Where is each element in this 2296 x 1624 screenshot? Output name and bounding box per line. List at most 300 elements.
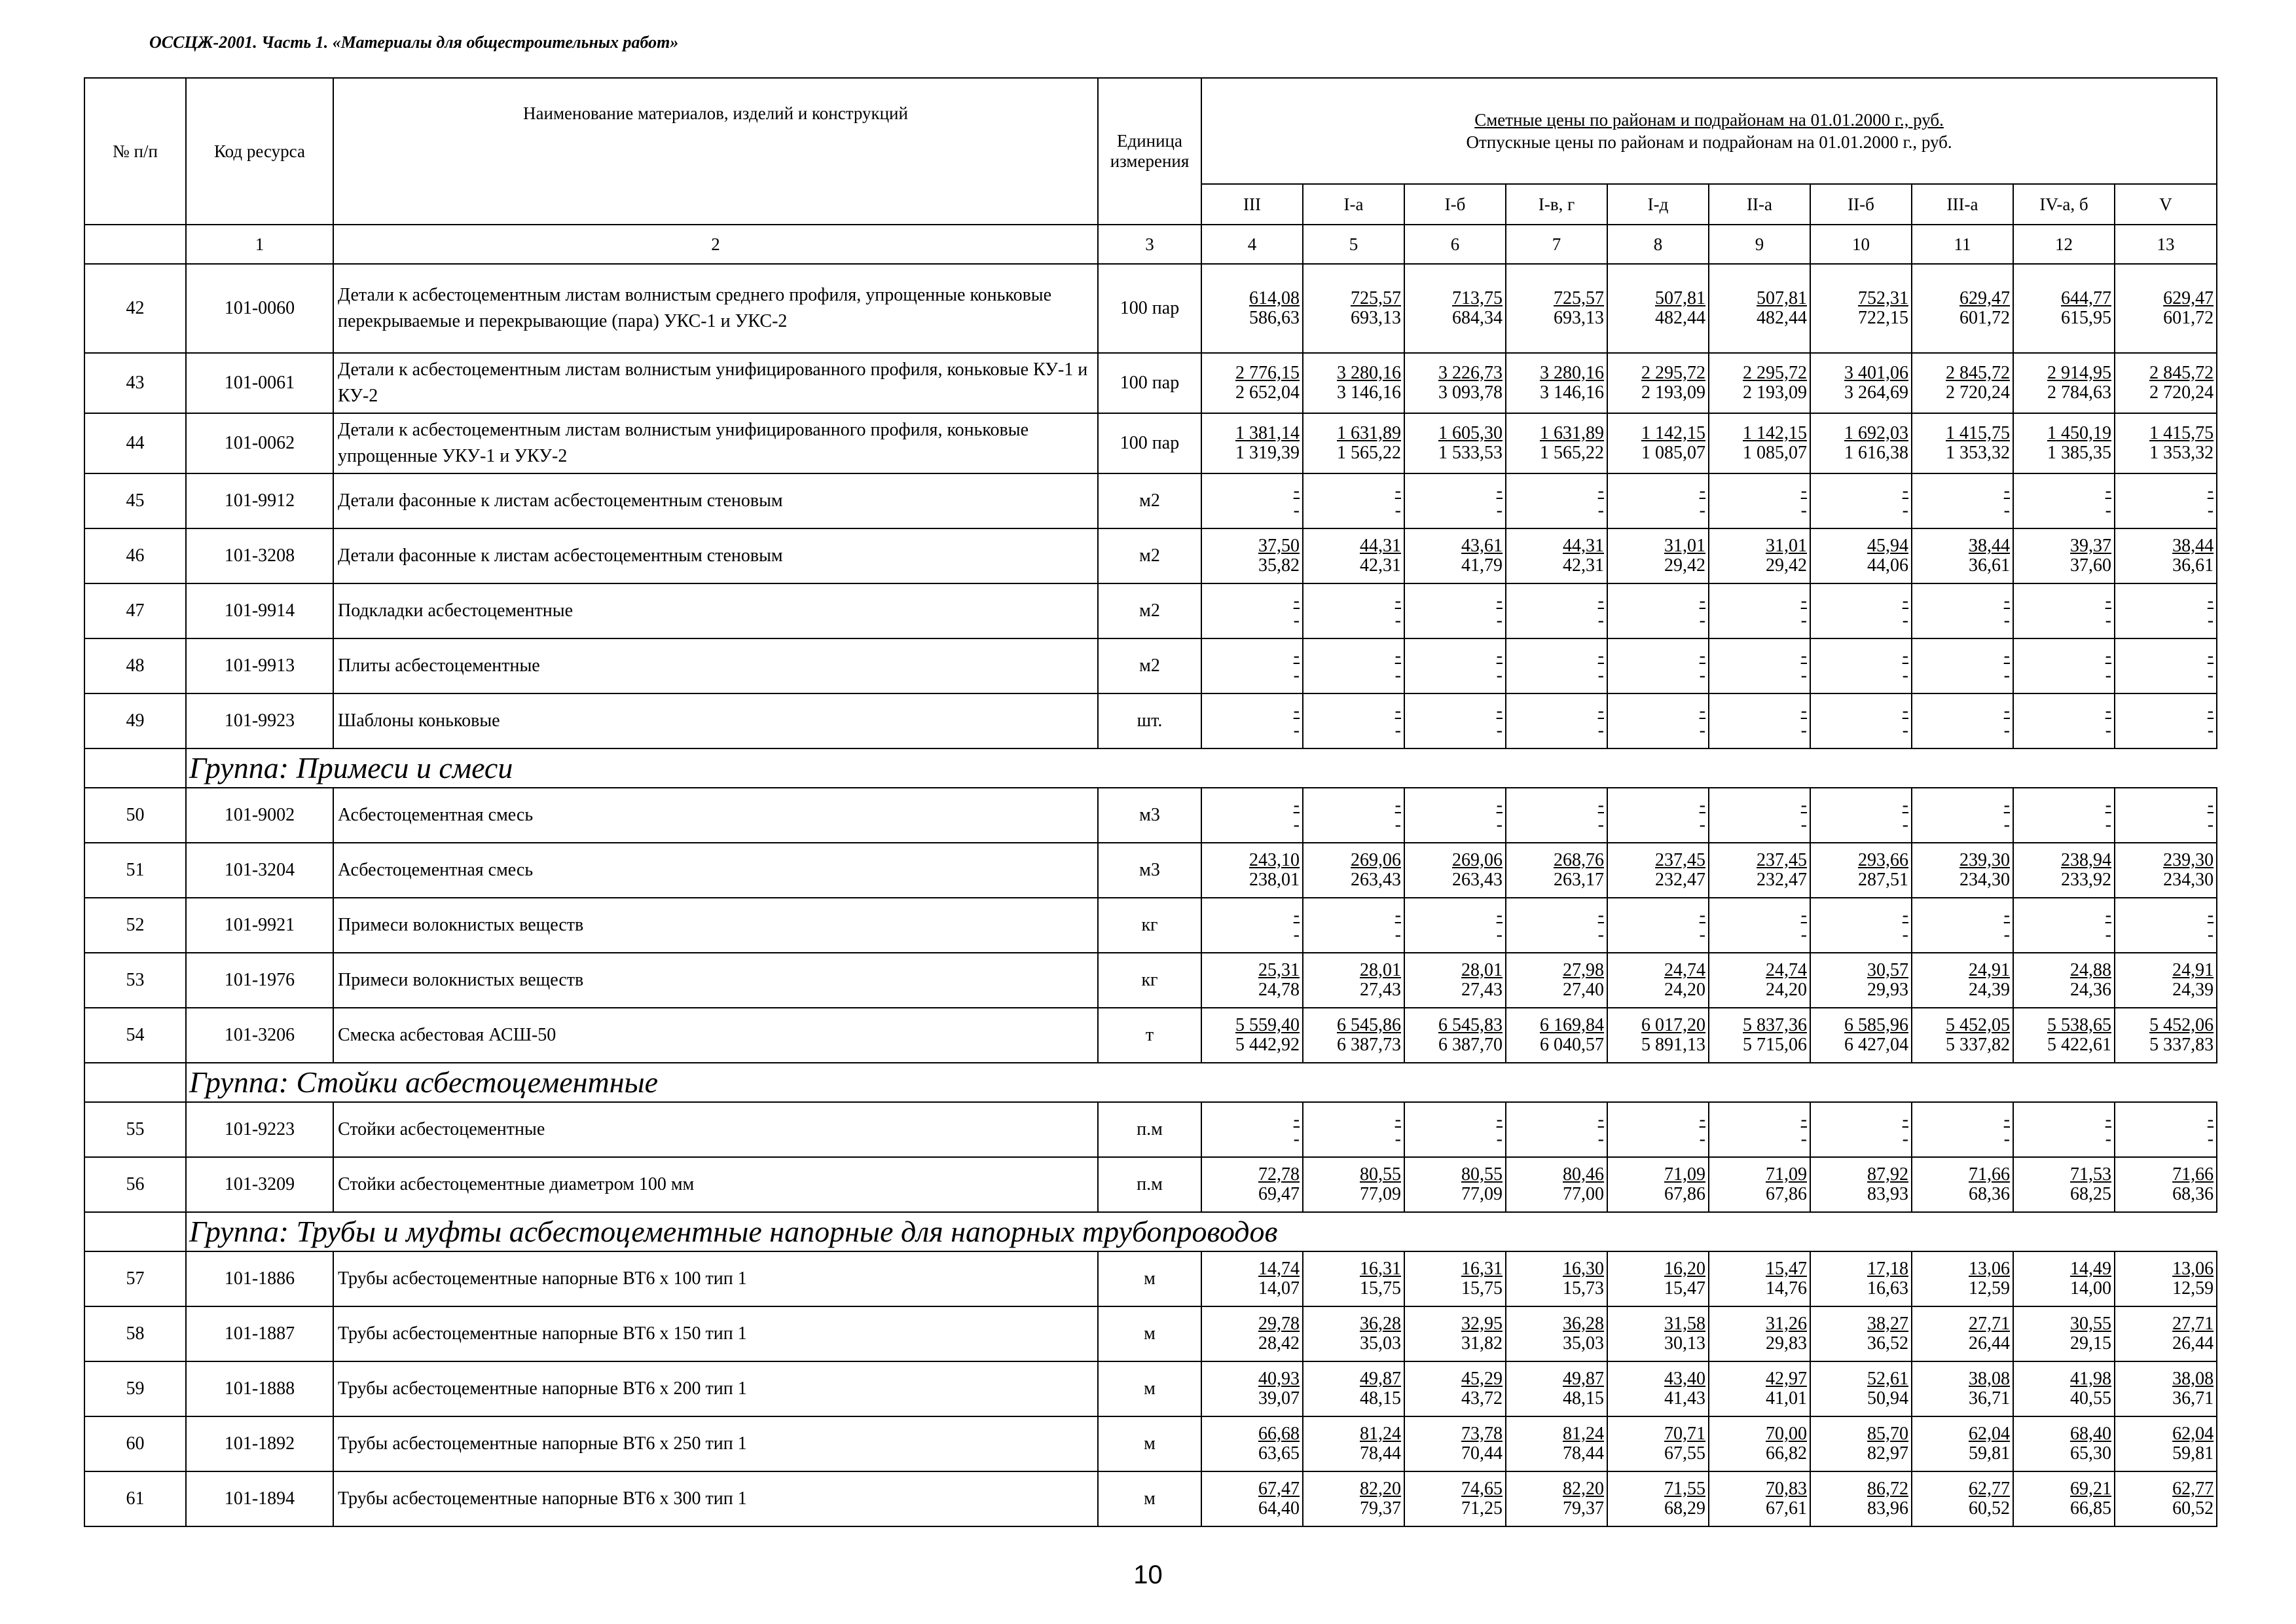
estimate-price: - — [1699, 795, 1705, 815]
price-cell — [2013, 1251, 2115, 1306]
price-cell — [1912, 1251, 2013, 1306]
price-cell — [2115, 583, 2217, 638]
price-cell — [1709, 788, 1810, 843]
price-cell — [1912, 473, 2013, 528]
price-cell — [1506, 1102, 1607, 1157]
estimate-price: - — [2207, 701, 2214, 721]
price-cell — [2115, 693, 2217, 748]
release-price: - — [2003, 815, 2010, 835]
price-cell — [2115, 898, 2217, 953]
price-cell — [1404, 264, 1506, 353]
estimate-price: 44,31 — [1360, 536, 1401, 556]
estimate-price: 30,55 — [2070, 1314, 2111, 1334]
price-cell — [2013, 898, 2115, 953]
price-cell — [2013, 473, 2115, 528]
estimate-price: - — [1800, 795, 1807, 815]
release-price: 1 085,07 — [1641, 443, 1705, 463]
release-price: - — [1597, 925, 1604, 945]
price-cell — [2115, 413, 2217, 473]
price-cell — [1810, 843, 1912, 898]
unit-of-measure: 100 пар — [1098, 353, 1201, 413]
price-cell — [2013, 264, 2115, 353]
release-price: - — [1394, 610, 1401, 631]
release-price: 29,83 — [1766, 1333, 1807, 1354]
price-cell — [1810, 788, 1912, 843]
release-price: 2 720,24 — [1946, 382, 2010, 403]
estimate-price: - — [1394, 646, 1401, 666]
price-cell — [1404, 1008, 1506, 1063]
release-price: 83,96 — [1867, 1498, 1908, 1519]
price-cell — [1810, 1102, 1912, 1157]
release-price: - — [1293, 610, 1300, 631]
estimate-price: 6 169,84 — [1540, 1015, 1604, 1035]
material-name: Стойки асбестоцементные диаметром 100 мм — [333, 1157, 1098, 1212]
price-cell — [1506, 693, 1607, 748]
estimate-price: - — [1394, 591, 1401, 611]
estimate-price: 2 776,15 — [1235, 363, 1300, 383]
release-price: 26,44 — [2172, 1333, 2214, 1354]
release-price: 16,63 — [1867, 1278, 1908, 1299]
estimate-price: 31,01 — [1664, 536, 1705, 556]
release-price: 31,82 — [1461, 1333, 1503, 1354]
price-cell — [2115, 953, 2217, 1008]
price-cell — [1607, 1102, 1709, 1157]
estimate-price: 13,06 — [2172, 1259, 2214, 1279]
material-name: Трубы асбестоцементные напорные ВТ6 х 150 тип 1 — [333, 1306, 1098, 1361]
price-cell — [2115, 1157, 2217, 1212]
price-cell — [1607, 1471, 1709, 1526]
price-cell — [1303, 353, 1404, 413]
price-cell — [2013, 1361, 2115, 1416]
price-cell — [2115, 264, 2217, 353]
release-price: - — [1293, 500, 1300, 521]
price-cell — [1810, 473, 1912, 528]
price-cell — [1506, 1361, 1607, 1416]
price-cell — [1607, 1008, 1709, 1063]
estimate-price: 85,70 — [1867, 1424, 1908, 1444]
price-cell — [1506, 953, 1607, 1008]
release-price: 70,44 — [1461, 1443, 1503, 1464]
estimate-price: - — [1394, 701, 1401, 721]
price-cell — [1404, 638, 1506, 693]
release-price: - — [1699, 500, 1705, 521]
table-row — [84, 953, 2217, 1008]
estimate-price: 80,55 — [1461, 1164, 1503, 1185]
release-price: - — [1293, 815, 1300, 835]
price-cell — [1810, 693, 1912, 748]
table-row — [84, 1416, 2217, 1471]
estimate-price: - — [1902, 646, 1908, 666]
price-cell — [1201, 528, 1303, 583]
release-price: 78,44 — [1563, 1443, 1604, 1464]
estimate-price: 68,40 — [2070, 1424, 2111, 1444]
price-cell — [1709, 1251, 1810, 1306]
estimate-price: - — [2105, 1109, 2111, 1130]
region-header: I-в, г — [1506, 184, 1607, 225]
release-price: - — [2003, 610, 2010, 631]
estimate-price: 752,31 — [1858, 288, 1908, 308]
estimate-price: 24,91 — [1969, 960, 2010, 980]
estimate-price: 81,24 — [1360, 1424, 1401, 1444]
price-cell — [2013, 583, 2115, 638]
table-row — [84, 1157, 2217, 1212]
release-price: 6 040,57 — [1540, 1035, 1604, 1055]
price-table — [84, 77, 2217, 1527]
table-row — [84, 638, 2217, 693]
estimate-price: 5 559,40 — [1235, 1015, 1300, 1035]
price-cell — [1810, 1157, 1912, 1212]
estimate-price: 69,21 — [2070, 1479, 2111, 1499]
price-cell — [1201, 353, 1303, 413]
release-price: 69,47 — [1258, 1184, 1300, 1204]
price-cell — [1709, 583, 1810, 638]
column-number: 1 — [186, 225, 333, 264]
price-cell — [1810, 528, 1912, 583]
price-cell — [1404, 353, 1506, 413]
price-cell — [1201, 898, 1303, 953]
material-name: Детали фасонные к листам асбестоцементным стеновым — [333, 473, 1098, 528]
unit-of-measure: м — [1098, 1306, 1201, 1361]
estimate-price: - — [2105, 701, 2111, 721]
price-cell — [1506, 1416, 1607, 1471]
estimate-price: - — [2003, 1109, 2010, 1130]
col-header-name: Наименование материалов, изделий и конструкций — [333, 78, 1098, 225]
estimate-price: - — [2105, 591, 2111, 611]
unit-of-measure: м — [1098, 1416, 1201, 1471]
price-cell — [1607, 638, 1709, 693]
price-cell — [1709, 638, 1810, 693]
column-number: 3 — [1098, 225, 1201, 264]
price-cell — [1709, 528, 1810, 583]
price-cell — [2115, 1416, 2217, 1471]
price-cell — [1201, 1102, 1303, 1157]
release-price: 36,61 — [1969, 555, 2010, 576]
estimate-price: 1 415,75 — [1946, 423, 2010, 443]
release-price: - — [1496, 1129, 1503, 1149]
release-price: - — [1293, 1129, 1300, 1149]
row-number: 58 — [84, 1306, 186, 1361]
release-price: 24,78 — [1258, 980, 1300, 1000]
group-row — [84, 748, 2217, 788]
release-price: 67,55 — [1664, 1443, 1705, 1464]
release-price: - — [1800, 815, 1807, 835]
price-cell — [1506, 264, 1607, 353]
estimate-price: - — [1496, 905, 1503, 925]
price-cell — [1912, 693, 2013, 748]
price-cell — [1506, 353, 1607, 413]
table-row — [84, 693, 2217, 748]
estimate-price: - — [2003, 591, 2010, 611]
estimate-price: 80,46 — [1563, 1164, 1604, 1185]
release-price: 60,52 — [2172, 1498, 2214, 1519]
price-cell — [2115, 638, 2217, 693]
release-price: 29,42 — [1664, 555, 1705, 576]
price-cell — [1912, 528, 2013, 583]
release-price: 67,86 — [1664, 1184, 1705, 1204]
estimate-price: 629,47 — [2163, 288, 2214, 308]
estimate-price: 1 142,15 — [1743, 423, 1807, 443]
estimate-price: - — [1902, 591, 1908, 611]
unit-of-measure: шт. — [1098, 693, 1201, 748]
release-price: 44,06 — [1867, 555, 1908, 576]
estimate-price: 1 692,03 — [1844, 423, 1908, 443]
release-price: - — [2105, 925, 2111, 945]
release-price: 36,71 — [1969, 1388, 2010, 1409]
release-price: - — [1597, 815, 1604, 835]
price-cell — [1303, 583, 1404, 638]
unit-of-measure: м3 — [1098, 788, 1201, 843]
release-price: 50,94 — [1867, 1388, 1908, 1409]
release-price: 232,47 — [1757, 870, 1807, 890]
price-cell — [1912, 1157, 2013, 1212]
row-number: 51 — [84, 843, 186, 898]
estimate-price: - — [2003, 701, 2010, 721]
estimate-price: 725,57 — [1554, 288, 1604, 308]
release-price: 482,44 — [1757, 308, 1807, 328]
column-number: 4 — [1201, 225, 1303, 264]
price-cell — [2115, 1102, 2217, 1157]
release-price: - — [2207, 925, 2214, 945]
price-cell — [1303, 264, 1404, 353]
release-price: 2 720,24 — [2149, 382, 2214, 403]
release-price: - — [1699, 665, 1705, 686]
table-row — [84, 788, 2217, 843]
unit-of-measure: м2 — [1098, 583, 1201, 638]
estimate-price: 1 381,14 — [1235, 423, 1300, 443]
estimate-price: 52,61 — [1867, 1369, 1908, 1389]
release-price: 63,65 — [1258, 1443, 1300, 1464]
release-price: 263,43 — [1351, 870, 1401, 890]
release-price: 234,30 — [2163, 870, 2214, 890]
estimate-price: - — [2207, 795, 2214, 815]
estimate-price: 1 605,30 — [1438, 423, 1503, 443]
price-cell — [2013, 1008, 2115, 1063]
price-cell — [1607, 353, 1709, 413]
resource-code: 101-1892 — [186, 1416, 333, 1471]
estimate-price: - — [1293, 795, 1300, 815]
price-cell — [1810, 264, 1912, 353]
price-cell — [2115, 528, 2217, 583]
row-number: 53 — [84, 953, 186, 1008]
price-cell — [1709, 1416, 1810, 1471]
price-cell — [1607, 1251, 1709, 1306]
price-cell — [2115, 843, 2217, 898]
column-number: 13 — [2115, 225, 2217, 264]
release-price: 83,93 — [1867, 1184, 1908, 1204]
unit-of-measure: кг — [1098, 898, 1201, 953]
material-name: Примеси волокнистых веществ — [333, 953, 1098, 1008]
estimate-price: 3 280,16 — [1540, 363, 1604, 383]
price-cell — [1810, 1471, 1912, 1526]
release-price: 1 319,39 — [1235, 443, 1300, 463]
prices-subtitle: Отпускные цены по районам и подрайонам на 01.01.2000 г., руб. — [1466, 132, 1952, 152]
estimate-price: - — [1699, 905, 1705, 925]
price-cell — [2013, 1157, 2115, 1212]
price-cell — [1810, 413, 1912, 473]
estimate-price: 27,98 — [1563, 960, 1604, 980]
region-header: I-б — [1404, 184, 1506, 225]
material-name: Трубы асбестоцементные напорные ВТ6 х 300 тип 1 — [333, 1471, 1098, 1526]
price-cell — [1506, 583, 1607, 638]
release-price: 27,43 — [1461, 980, 1503, 1000]
release-price: - — [1496, 500, 1503, 521]
release-price: - — [1597, 500, 1604, 521]
release-price: 287,51 — [1858, 870, 1908, 890]
price-cell — [1912, 1008, 2013, 1063]
region-header: IV-а, б — [2013, 184, 2115, 225]
estimate-price: - — [1597, 1109, 1604, 1130]
estimate-price: 1 631,89 — [1337, 423, 1401, 443]
price-cell — [1404, 583, 1506, 638]
price-cell — [1912, 583, 2013, 638]
estimate-price: 71,55 — [1664, 1479, 1705, 1499]
release-price: - — [1293, 720, 1300, 741]
estimate-price: - — [2207, 905, 2214, 925]
price-cell — [1607, 953, 1709, 1008]
release-price: - — [1902, 1129, 1908, 1149]
column-number: 12 — [2013, 225, 2115, 264]
price-cell — [1404, 788, 1506, 843]
price-cell — [1607, 1416, 1709, 1471]
release-price: 36,61 — [2172, 555, 2214, 576]
release-price: 263,43 — [1452, 870, 1503, 890]
release-price: 68,36 — [2172, 1184, 2214, 1204]
estimate-price: 2 845,72 — [2149, 363, 2214, 383]
release-price: 59,81 — [1969, 1443, 2010, 1464]
release-price: 238,01 — [1249, 870, 1300, 890]
release-price: 24,36 — [2070, 980, 2111, 1000]
release-price: 24,39 — [2172, 980, 2214, 1000]
estimate-price: 32,95 — [1461, 1314, 1503, 1334]
row-number: 57 — [84, 1251, 186, 1306]
release-price: 15,47 — [1664, 1278, 1705, 1299]
estimate-price: - — [2207, 646, 2214, 666]
release-price: 35,82 — [1258, 555, 1300, 576]
table-row — [84, 1251, 2217, 1306]
price-cell — [1201, 1471, 1303, 1526]
unit-of-measure: м2 — [1098, 638, 1201, 693]
estimate-price: 16,20 — [1664, 1259, 1705, 1279]
estimate-price: 725,57 — [1351, 288, 1401, 308]
release-price: 29,93 — [1867, 980, 1908, 1000]
estimate-price: - — [2207, 481, 2214, 501]
price-cell — [1709, 1102, 1810, 1157]
release-price: 66,82 — [1766, 1443, 1807, 1464]
group-blank-cell — [84, 1063, 186, 1102]
price-cell — [1303, 1416, 1404, 1471]
price-cell — [1607, 1306, 1709, 1361]
resource-code: 101-0060 — [186, 264, 333, 353]
estimate-price: 1 142,15 — [1641, 423, 1705, 443]
release-price: 36,52 — [1867, 1333, 1908, 1354]
table-row — [84, 583, 2217, 638]
price-cell — [1810, 1251, 1912, 1306]
price-cell — [1607, 583, 1709, 638]
release-price: 29,42 — [1766, 555, 1807, 576]
resource-code: 101-9914 — [186, 583, 333, 638]
release-price: 41,43 — [1664, 1388, 1705, 1409]
estimate-price: 2 914,95 — [2047, 363, 2111, 383]
release-price: 1 385,35 — [2047, 443, 2111, 463]
price-cell — [2013, 1306, 2115, 1361]
estimate-price: 27,71 — [2172, 1314, 2214, 1334]
price-cell — [1912, 1306, 2013, 1361]
release-price: 41,01 — [1766, 1388, 1807, 1409]
price-cell — [1404, 413, 1506, 473]
estimate-price: 80,55 — [1360, 1164, 1401, 1185]
release-price: 1 085,07 — [1743, 443, 1807, 463]
resource-code: 101-9223 — [186, 1102, 333, 1157]
col-header-prices — [1201, 78, 2217, 184]
release-price: 68,36 — [1969, 1184, 2010, 1204]
price-cell — [1810, 583, 1912, 638]
price-cell — [1607, 788, 1709, 843]
price-cell — [1709, 1157, 1810, 1212]
price-cell — [1404, 843, 1506, 898]
release-price: - — [1293, 665, 1300, 686]
table-row — [84, 1361, 2217, 1416]
row-number: 56 — [84, 1157, 186, 1212]
price-cell — [1201, 473, 1303, 528]
release-price: 14,00 — [2070, 1278, 2111, 1299]
price-cell — [1404, 1416, 1506, 1471]
price-cell — [1709, 473, 1810, 528]
price-cell — [1810, 898, 1912, 953]
price-cell — [1709, 843, 1810, 898]
release-price: 35,03 — [1360, 1333, 1401, 1354]
release-price: 43,72 — [1461, 1388, 1503, 1409]
release-price: 67,86 — [1766, 1184, 1807, 1204]
unit-of-measure: м — [1098, 1251, 1201, 1306]
release-price: 35,03 — [1563, 1333, 1604, 1354]
group-title: Группа: Примеси и смеси — [186, 748, 2217, 788]
row-number: 55 — [84, 1102, 186, 1157]
price-cell — [1404, 1306, 1506, 1361]
release-price: 71,25 — [1461, 1498, 1503, 1519]
price-cell — [1201, 1361, 1303, 1416]
release-price: - — [1597, 720, 1604, 741]
estimate-price: - — [1699, 481, 1705, 501]
estimate-price: 28,01 — [1360, 960, 1401, 980]
column-number: 7 — [1506, 225, 1607, 264]
estimate-price: - — [1699, 1109, 1705, 1130]
estimate-price: 39,37 — [2070, 536, 2111, 556]
release-price: - — [1394, 500, 1401, 521]
price-cell — [1404, 1157, 1506, 1212]
estimate-price: 81,24 — [1563, 1424, 1604, 1444]
estimate-price: 237,45 — [1655, 850, 1705, 870]
price-cell — [1607, 1361, 1709, 1416]
release-price: 693,13 — [1351, 308, 1401, 328]
estimate-price: 43,61 — [1461, 536, 1503, 556]
estimate-price: 3 401,06 — [1844, 363, 1908, 383]
release-price: 601,72 — [2163, 308, 2214, 328]
estimate-price: 16,30 — [1563, 1259, 1604, 1279]
estimate-price: - — [2003, 481, 2010, 501]
price-cell — [1201, 583, 1303, 638]
estimate-price: 25,31 — [1258, 960, 1300, 980]
release-price: 5 337,83 — [2149, 1035, 2214, 1055]
price-cell — [1404, 1361, 1506, 1416]
release-price: - — [2105, 665, 2111, 686]
resource-code: 101-3209 — [186, 1157, 333, 1212]
release-price: 2 193,09 — [1743, 382, 1807, 403]
row-number: 59 — [84, 1361, 186, 1416]
price-cell — [1506, 1306, 1607, 1361]
release-price: 263,17 — [1554, 870, 1604, 890]
price-cell — [1709, 693, 1810, 748]
price-cell — [1912, 1361, 2013, 1416]
